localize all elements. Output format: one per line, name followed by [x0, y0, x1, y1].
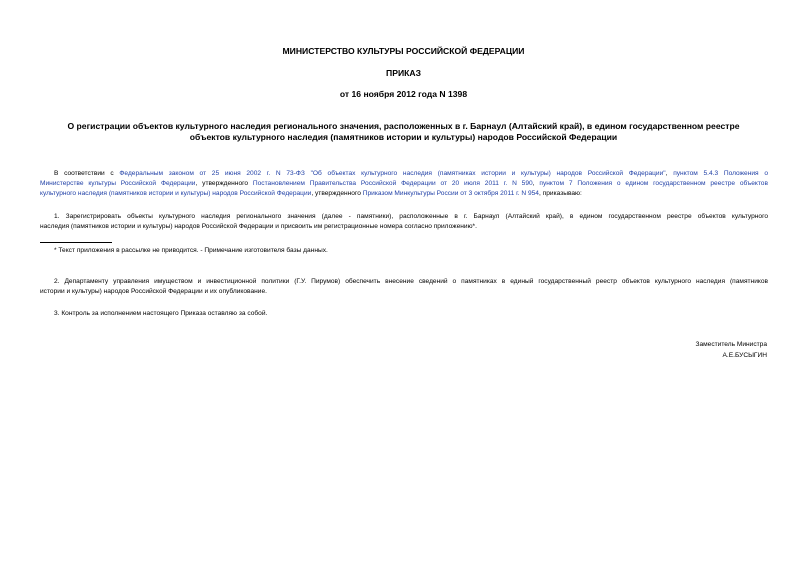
intro-text-4: ,: [532, 180, 540, 188]
intro-text-5: , утвержденного: [311, 190, 363, 198]
item-2-line-1: [40, 277, 768, 287]
item-1-line-2: наследия (памятников истории и культуры) народов Российской Федерации и присвоить им регистрационные номера согласно приложению*.: [40, 223, 477, 231]
signatory-position: Заместитель Министра: [695, 341, 767, 348]
intro-line-1: [40, 169, 768, 179]
intro-text-6: , приказываю:: [538, 190, 582, 198]
intro-line-2: [40, 179, 768, 189]
registry-regulation-link-cont[interactable]: культурного наследия (памятников истории и культуры) народов Российской Федерации: [40, 190, 312, 198]
government-decree-link[interactable]: Постановлением Правительства Российской Федерации от 20 июля 2011 г. N 590: [252, 180, 533, 188]
item-3-paragraph: 3. Контроль за исполнением настоящего Приказа оставляю за собой.: [54, 310, 268, 317]
item-1-line-1: [40, 212, 768, 222]
signature-block: [695, 340, 767, 361]
intro-text-2: ,: [665, 170, 674, 177]
ministry-heading: МИНИСТЕРСТВО КУЛЬТУРЫ РОССИЙСКОЙ ФЕДЕРАЦИИ: [282, 46, 525, 56]
document-title-line-1: О регистрации объектов культурного наследия регионального значения, расположенных в г. Барнаул (Алтайский край), в едином государственном реестре: [67, 121, 740, 131]
document-type-heading: ПРИКАЗ: [386, 68, 421, 78]
intro-line-3: [40, 189, 768, 199]
document-title-line-2: объектов культурного наследия (памятников истории и культуры) народов Российской Федерации: [189, 132, 618, 142]
federal-law-link[interactable]: Федеральным законом от 25 июня 2002 г. N 73-ФЗ "Об объектах культурного наследия (памятниках истории и культуры) народов Российской Федерации": [119, 170, 666, 177]
intro-paragraph: [40, 169, 768, 200]
registry-regulation-link[interactable]: пунктом 7 Положения о едином государственном реестре объектов: [539, 180, 768, 188]
item-1-paragraph: [40, 212, 768, 232]
item-2-text-1: 2. Департаменту управления имуществом и инвестиционной политики (Г.У. Пирумов) обеспечить внесение сведений о памятниках в единый государственный реестр объектов культурного наследия (памятников: [54, 278, 768, 285]
document-title: [0, 121, 807, 143]
intro-text-3: , утвержденного: [195, 180, 253, 188]
intro-text-1: В соответствии с: [54, 170, 120, 177]
item-1-text-1: 1. Зарегистрировать объекты культурного наследия регионального значения (далее - памятники), расположенные в г. Барнаул (Алтайский край), в едином государственном реестре объектов культурного: [54, 213, 768, 220]
footnote-divider: [40, 242, 112, 243]
item-2-line-2: истории и культуры) народов Российской Федерации и их опубликование.: [40, 288, 267, 296]
signatory-name: А.Е.БУСЫГИН: [722, 351, 767, 359]
item-2-paragraph: [40, 277, 768, 297]
footnote-text: * Текст приложения в рассылке не приводится. - Примечание изготовителя базы данных.: [54, 247, 328, 254]
ministry-regulation-link-cont[interactable]: Министерстве культуры Российской Федерации: [40, 180, 196, 188]
date-number-heading: от 16 ноября 2012 года N 1398: [339, 89, 468, 99]
ministry-regulation-link[interactable]: пунктом 5.4.3 Положения о: [673, 170, 768, 177]
mincult-order-link[interactable]: Приказом Минкультуры России от 3 октября 2011 г. N 954: [362, 190, 539, 198]
